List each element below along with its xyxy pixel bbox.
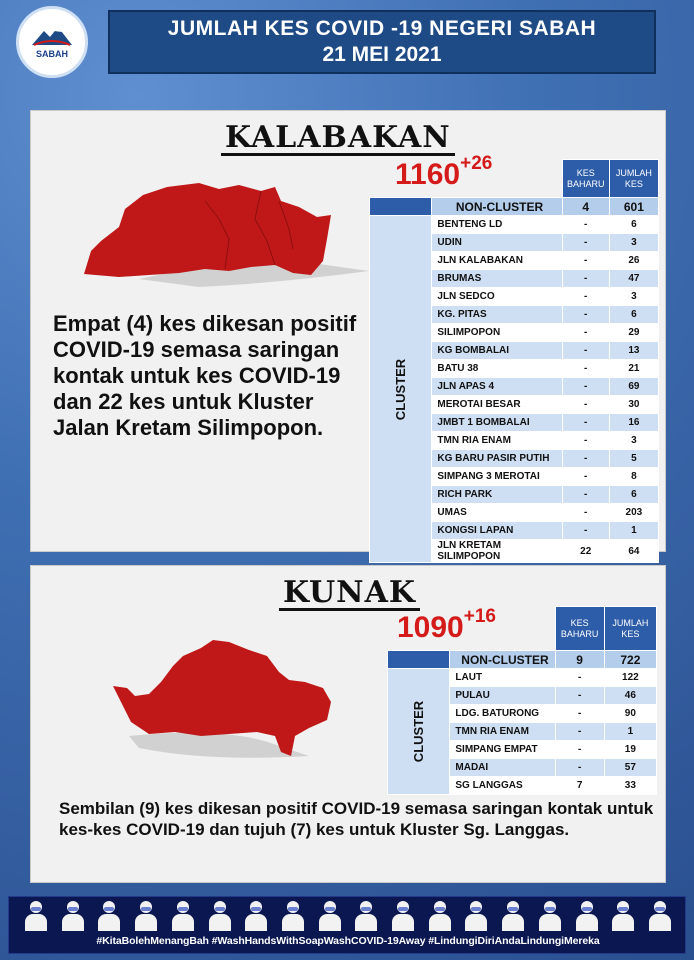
cluster-name: SG LANGGAS: [450, 777, 555, 795]
person-icon: [60, 901, 86, 931]
cluster-new: -: [562, 324, 609, 342]
col-header-total: JUMLAH KES: [604, 607, 656, 651]
cluster-name: RICH PARK: [432, 486, 562, 504]
cluster-new: 7: [555, 777, 604, 795]
non-cluster-row: [388, 651, 657, 669]
cluster-name: SILIMPOPON: [432, 324, 562, 342]
kunak-total-value: 1090: [397, 611, 464, 644]
cluster-name: BATU 38: [432, 360, 562, 378]
kunak-increase: +16: [463, 606, 496, 627]
table-row: [388, 669, 657, 687]
cluster-new: -: [562, 252, 609, 270]
cluster-total: 90: [604, 705, 656, 723]
cluster-name: UDIN: [432, 234, 562, 252]
cluster-label: CLUSTER: [388, 669, 450, 795]
cluster-total: 16: [609, 414, 658, 432]
person-icon: [317, 901, 343, 931]
kunak-title: KUNAK: [279, 578, 420, 611]
cluster-new: -: [555, 669, 604, 687]
cluster-new: -: [562, 396, 609, 414]
cluster-total: 29: [609, 324, 658, 342]
page-header: [108, 10, 656, 74]
page-title: JUMLAH KES COVID -19 NEGERI SABAH: [167, 17, 597, 40]
cluster-name: KG BOMBALAI: [432, 342, 562, 360]
kunak-panel: [30, 565, 666, 883]
cluster-new: -: [562, 486, 609, 504]
cluster-name: JLN APAS 4: [432, 378, 562, 396]
cluster-total: 1: [609, 522, 658, 540]
cluster-label: CLUSTER: [370, 216, 432, 563]
cluster-new: -: [562, 414, 609, 432]
cluster-name: PULAU: [450, 687, 555, 705]
cluster-new: -: [555, 705, 604, 723]
cluster-name: TMN RIA ENAM: [450, 723, 555, 741]
mountain-icon: [30, 25, 74, 47]
non-cluster-label: NON-CLUSTER: [432, 198, 562, 216]
cluster-name: MEROTAI BESAR: [432, 396, 562, 414]
cluster-name: LDG. BATURONG: [450, 705, 555, 723]
hashtags: #KitaBolehMenangBah #WashHandsWithSoapWashCOVID-19Away #LindungiDiriAndaLindungiMereka: [96, 935, 600, 947]
cluster-new: -: [555, 741, 604, 759]
cluster-total: 8: [609, 468, 658, 486]
person-icon: [390, 901, 416, 931]
cluster-new: -: [562, 342, 609, 360]
frontliner-figures: [23, 901, 673, 931]
person-icon: [574, 901, 600, 931]
cluster-name: KG. PITAS: [432, 306, 562, 324]
kalabakan-description: Empat (4) kes dikesan positif COVID-19 semasa saringan kontak untuk kes COVID-19 dan 22 kes untuk Kluster Jalan Kretam Silimpopon.: [53, 311, 357, 440]
col-header-total: JUMLAH KES: [609, 160, 658, 198]
cluster-name: SIMPANG 3 MEROTAI: [432, 468, 562, 486]
cluster-name: KONGSI LAPAN: [432, 522, 562, 540]
cluster-new: -: [562, 270, 609, 288]
cluster-total: 19: [604, 741, 656, 759]
person-icon: [96, 901, 122, 931]
cluster-new: -: [562, 432, 609, 450]
person-icon: [207, 901, 233, 931]
cluster-name: JMBT 1 BOMBALAI: [432, 414, 562, 432]
kunak-map: [109, 636, 339, 766]
cluster-total: 21: [609, 360, 658, 378]
person-icon: [23, 901, 49, 931]
cluster-total: 1: [604, 723, 656, 741]
person-icon: [133, 901, 159, 931]
non-cluster-row: [370, 198, 659, 216]
cluster-name: JLN KALABAKAN: [432, 252, 562, 270]
person-icon: [243, 901, 269, 931]
cluster-name: BENTENG LD: [432, 216, 562, 234]
cluster-name: MADAI: [450, 759, 555, 777]
person-icon: [610, 901, 636, 931]
logo-label: SABAH: [35, 49, 68, 59]
person-icon: [280, 901, 306, 931]
cluster-new: -: [555, 759, 604, 777]
person-icon: [170, 901, 196, 931]
cluster-total: 69: [609, 378, 658, 396]
table-row: [370, 216, 659, 234]
cluster-new: -: [562, 522, 609, 540]
footer-banner: [8, 896, 686, 954]
cluster-new: -: [562, 234, 609, 252]
page-date: 21 MEI 2021: [322, 43, 442, 66]
non-cluster-new: 4: [562, 198, 609, 216]
cluster-new: -: [562, 378, 609, 396]
kalabakan-panel: [30, 110, 666, 562]
cluster-new: -: [562, 450, 609, 468]
cluster-new: -: [562, 216, 609, 234]
sabah-logo: [16, 6, 88, 78]
col-header-new: KES BAHARU: [555, 607, 604, 651]
cluster-name: KG BARU PASIR PUTIH: [432, 450, 562, 468]
cluster-total: 47: [609, 270, 658, 288]
cluster-new: -: [562, 288, 609, 306]
cluster-name: SIMPANG EMPAT: [450, 741, 555, 759]
cluster-name: UMAS: [432, 504, 562, 522]
cluster-new: -: [562, 468, 609, 486]
cluster-new: -: [562, 360, 609, 378]
person-icon: [353, 901, 379, 931]
kunak-description: Sembilan (9) kes dikesan positif COVID-19 semasa saringan kontak untuk kes-kes COVID-19 dan tujuh (7) kes untuk Kluster Sg. Langgas.: [59, 799, 654, 839]
person-icon: [463, 901, 489, 931]
cluster-total: 3: [609, 288, 658, 306]
cluster-new: -: [562, 306, 609, 324]
cluster-new: 22: [562, 540, 609, 563]
cluster-new: -: [555, 687, 604, 705]
cluster-total: 33: [604, 777, 656, 795]
cluster-name: JLN SEDCO: [432, 288, 562, 306]
cluster-total: 46: [604, 687, 656, 705]
person-icon: [537, 901, 563, 931]
non-cluster-total: 601: [609, 198, 658, 216]
cluster-name: LAUT: [450, 669, 555, 687]
cluster-total: 3: [609, 432, 658, 450]
cluster-total: 6: [609, 486, 658, 504]
cluster-total: 30: [609, 396, 658, 414]
kunak-table: [387, 606, 657, 795]
non-cluster-new: 9: [555, 651, 604, 669]
cluster-new: -: [562, 504, 609, 522]
cluster-total: 122: [604, 669, 656, 687]
kalabakan-table: [369, 159, 659, 563]
cluster-total: 5: [609, 450, 658, 468]
kalabakan-increase: +26: [460, 153, 493, 174]
cluster-new: -: [555, 723, 604, 741]
non-cluster-total: 722: [604, 651, 656, 669]
cluster-total: 3: [609, 234, 658, 252]
cluster-total: 13: [609, 342, 658, 360]
kalabakan-total-value: 1160: [395, 158, 461, 191]
person-icon: [500, 901, 526, 931]
cluster-total: 57: [604, 759, 656, 777]
cluster-name: JLN KRETAM SILIMPOPON: [432, 540, 562, 563]
person-icon: [427, 901, 453, 931]
cluster-total: 64: [609, 540, 658, 563]
cluster-total: 6: [609, 216, 658, 234]
kalabakan-title: KALABAKAN: [221, 123, 455, 156]
col-header-new: KES BAHARU: [562, 160, 609, 198]
non-cluster-label: NON-CLUSTER: [450, 651, 555, 669]
kalabakan-map: [79, 179, 369, 289]
cluster-name: BRUMAS: [432, 270, 562, 288]
person-icon: [647, 901, 673, 931]
cluster-name: TMN RIA ENAM: [432, 432, 562, 450]
cluster-total: 6: [609, 306, 658, 324]
cluster-total: 203: [609, 504, 658, 522]
cluster-total: 26: [609, 252, 658, 270]
